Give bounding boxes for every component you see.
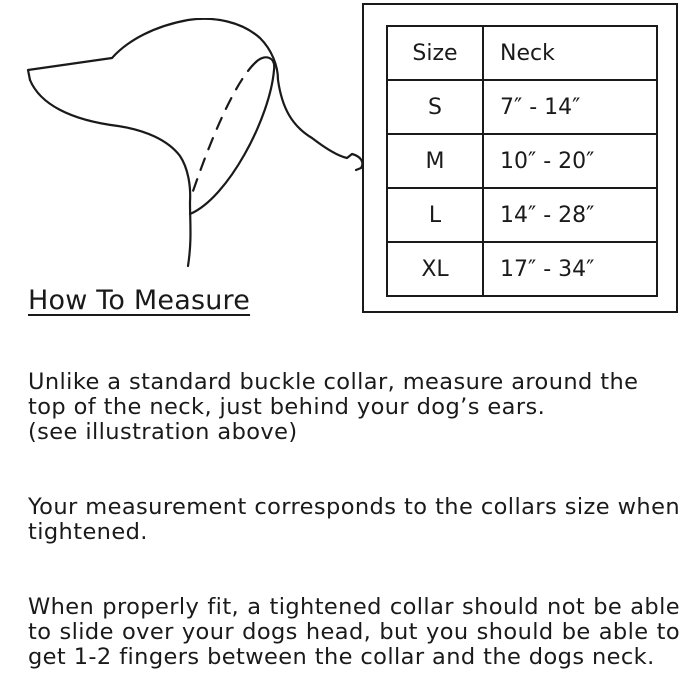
neck-cell: 10″ - 20″ — [483, 134, 657, 188]
fit-note: When properly fit, a tightened collar should not be able to slide over your dogs head, but you should be able to get 1-2 fingers between the collar and the dogs neck. — [28, 594, 680, 670]
table-row — [387, 188, 657, 242]
dog-throat — [188, 202, 191, 266]
neck-cell: 7″ - 14″ — [483, 80, 657, 134]
size-cell: L — [387, 188, 483, 242]
measure-instruction-text: Unlike a standard buckle collar, measure around the top of the neck, just behind your dog’s ears. — [28, 369, 639, 420]
how-to-measure-title: How To Measure — [28, 285, 251, 316]
size-cell: XL — [387, 242, 483, 296]
dog-head-illustration — [20, 18, 365, 273]
see-illustration-note: (see illustration above) — [28, 419, 298, 445]
collar-outline — [190, 57, 274, 214]
size-table — [386, 25, 658, 297]
size-chart — [362, 3, 678, 313]
table-row — [387, 242, 657, 296]
header-size: Size — [387, 26, 483, 80]
dog-jaw — [30, 80, 190, 202]
measure-instructions — [28, 370, 680, 445]
size-cell: S — [387, 80, 483, 134]
size-cell: M — [387, 134, 483, 188]
neck-cell: 17″ - 34″ — [483, 242, 657, 296]
table-row — [387, 134, 657, 188]
measurement-note: Your measurement corresponds to the collars size when tightened. — [28, 494, 680, 545]
dog-outline — [28, 19, 362, 170]
table-header-row — [387, 26, 657, 80]
header-neck: Neck — [483, 26, 657, 80]
neck-cell: 14″ - 28″ — [483, 188, 657, 242]
table-row — [387, 80, 657, 134]
measure-dashed-line — [190, 62, 256, 200]
